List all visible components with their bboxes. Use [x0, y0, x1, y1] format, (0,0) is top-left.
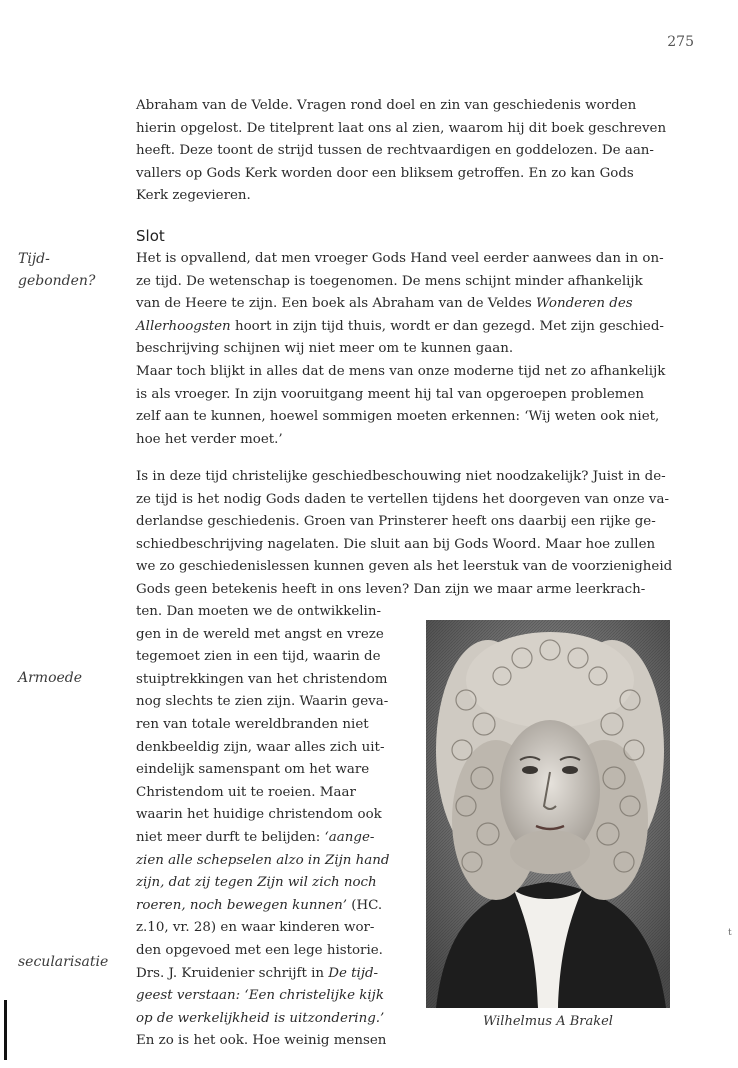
book-title: Allerhoogsten [136, 318, 231, 334]
book-title: De tijd- [328, 965, 379, 981]
text-line: Christendom uit te roeien. Maar [136, 784, 356, 800]
text-line: hierin opgelost. De titelprent laat ons al zien, waarom hij dit boek geschreven [136, 120, 667, 136]
quote-text: zijn, dat zij tegen Zijn wil zich noch [136, 875, 377, 891]
portrait-engraving [426, 620, 670, 1008]
slot-paragraph [136, 248, 694, 451]
quote-text: ‘aange- [324, 829, 375, 845]
text-line: is als vroeger. In zijn vooruitgang meent hij tal van opgeroepen problemen [136, 386, 645, 402]
text-line: tegemoet zien in een tijd, waarin de [136, 649, 381, 665]
page-number: 275 [667, 34, 694, 50]
text-line: En zo is het ook. Hoe weinig mensen [136, 1033, 387, 1049]
text-run: (HC. [346, 897, 383, 913]
text-line: gen in de wereld met angst en vreze [136, 626, 384, 642]
paragraph-three-narrow [136, 601, 408, 1053]
text-line [136, 850, 408, 873]
quote-text: zien alle schepselen alzo in Zijn hand [136, 852, 390, 868]
text-line: Gods geen betekenis heeft in ons leven? Dan zijn we maar arme leerkrach- [136, 581, 646, 597]
text-line [136, 872, 408, 895]
text-line [136, 293, 694, 316]
text-run: van de Heere te zijn. Een boek als Abraham van de Veldes [136, 296, 537, 312]
text-line: heeft. Deze toont de strijd tussen de rechtvaardigen en goddelozen. De aan- [136, 143, 654, 159]
text-line [136, 895, 408, 918]
margin-note-line: gebonden? [18, 273, 96, 289]
text-line: Maar toch blijkt in alles dat de mens van onze moderne tijd net zo afhankelijk [136, 363, 666, 379]
margin-note-line: Tijd- [18, 251, 50, 267]
text-line: schiedbeschrijving nagelaten. Die sluit aan bij Gods Woord. Maar hoe zullen [136, 536, 656, 552]
paragraph-three [136, 466, 694, 602]
text-line: Het is opvallend, dat men vroeger Gods Hand veel eerder aanwees dan in on- [136, 251, 664, 266]
text-line: derlandse geschiedenis. Groen van Prinsterer heeft ons daarbij een rijke ge- [136, 514, 656, 530]
text-line [136, 963, 408, 986]
text-line [136, 316, 694, 339]
text-line: beschrijving schijnen wij niet meer om te kunnen gaan. [136, 341, 514, 357]
text-line [136, 827, 408, 850]
margin-note-secularisatie: secularisatie [18, 954, 109, 970]
page-edge-rule [4, 1000, 7, 1060]
text-line: z.10, vr. 28) en waar kinderen wor- [136, 920, 375, 936]
text-line: ten. Dan moeten we de ontwikkelin- [136, 604, 381, 619]
text-run: Drs. J. Kruidenier schrijft in [136, 965, 329, 981]
intro-paragraph [136, 95, 694, 208]
text-line: zelf aan te kunnen, hoewel sommigen moeten erkennen: ‘Wij weten ook niet, [136, 409, 660, 425]
text-run: niet meer durft te belijden: [136, 829, 325, 845]
section-heading: Slot [136, 227, 165, 245]
quote-text: roeren, noch bewegen kunnen’ [136, 897, 347, 913]
text-line: den opgevoed met een lege historie. [136, 942, 383, 958]
text-line: eindelijk samenspant om het ware [136, 762, 370, 778]
quote-text: geest verstaan: ‘Een christelijke kijk [136, 988, 384, 1004]
margin-note-armoede: Armoede [18, 670, 83, 686]
text-line: we zo geschiedenislessen kunnen geven als het leerstuk van de voorzienigheid [136, 559, 673, 575]
text-line: hoe het verder moet.’ [136, 431, 283, 447]
text-line: nog slechts te zien zijn. Waarin geva- [136, 694, 389, 710]
margin-note-tijdgebonden [18, 248, 116, 292]
edge-mark: t [728, 928, 732, 938]
text-line: waarin het huidige christendom ook [136, 807, 382, 823]
quote-text: op de werkelijkheid is uitzondering.’ [136, 1010, 385, 1026]
text-line: Is in deze tijd christelijke geschiedbeschouwing niet noodzakelijk? Juist in de- [136, 469, 666, 484]
text-line: vallers op Gods Kerk worden door een bliksem getroffen. En zo kan Gods [136, 165, 634, 181]
text-line: Kerk zegevieren. [136, 188, 251, 204]
text-line: ze tijd. De wetenschap is toegenomen. De mens schijnt minder afhankelijk [136, 273, 643, 289]
text-line: ren van totale wereldbranden niet [136, 716, 369, 732]
text-line: Abraham van de Velde. Vragen rond doel en zin van geschiedenis worden [136, 98, 637, 113]
text-run: hoort in zijn tijd thuis, wordt er dan gezegd. Met zijn geschied- [230, 318, 664, 334]
portrait-image [426, 620, 670, 1008]
book-title: Wonderen des [536, 296, 633, 312]
portrait-caption: Wilhelmus A Brakel [483, 1014, 613, 1029]
text-line: stuiptrekkingen van het christendom [136, 671, 388, 687]
text-line [136, 985, 408, 1008]
text-line: ze tijd is het nodig Gods daden te vertellen tijdens het doorgeven van onze va- [136, 491, 670, 507]
text-line [136, 1008, 408, 1031]
text-line: denkbeeldig zijn, waar alles zich uit- [136, 739, 385, 755]
